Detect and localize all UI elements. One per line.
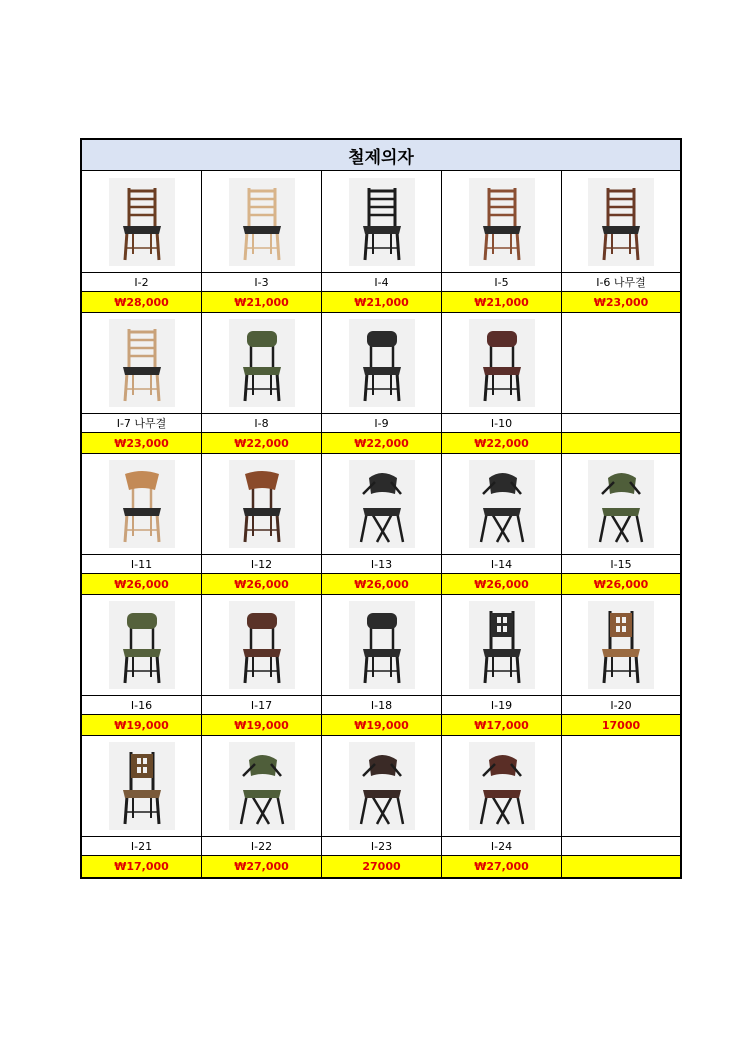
- chair-photo: [229, 742, 295, 830]
- code-row: [82, 837, 680, 856]
- product-code: I-20: [562, 696, 680, 715]
- product-image-cell: [562, 313, 680, 414]
- product-code: I-10: [442, 414, 562, 433]
- price-table: [80, 138, 682, 879]
- product-price: ₩22,000: [322, 433, 442, 454]
- product-image-cell: [562, 595, 680, 696]
- product-image-cell: [202, 313, 322, 414]
- code-row: [82, 273, 680, 292]
- image-row: [82, 313, 680, 414]
- product-image-cell: [562, 454, 680, 555]
- product-code: I-15: [562, 555, 680, 574]
- product-code: I-21: [82, 837, 202, 856]
- product-price: ₩26,000: [202, 574, 322, 595]
- price-row: [82, 856, 680, 877]
- product-image-cell: [322, 595, 442, 696]
- product-price: 17000: [562, 715, 680, 736]
- product-price: ₩19,000: [322, 715, 442, 736]
- product-code: [562, 414, 680, 433]
- product-code: I-2: [82, 273, 202, 292]
- code-row: [82, 696, 680, 715]
- product-image-cell: [82, 313, 202, 414]
- product-price: ₩22,000: [202, 433, 322, 454]
- product-code: I-16: [82, 696, 202, 715]
- product-code: I-22: [202, 837, 322, 856]
- chair-photo: [469, 742, 535, 830]
- chair-photo: [229, 319, 295, 407]
- product-price: ₩19,000: [202, 715, 322, 736]
- product-price: ₩21,000: [202, 292, 322, 313]
- chair-photo: [349, 178, 415, 266]
- code-row: [82, 414, 680, 433]
- product-price: ₩23,000: [82, 433, 202, 454]
- product-code: I-7 나무결: [82, 414, 202, 433]
- product-image-cell: [442, 595, 562, 696]
- product-image-cell: [202, 595, 322, 696]
- price-row: [82, 433, 680, 454]
- product-image-cell: [202, 171, 322, 273]
- chair-photo: [349, 742, 415, 830]
- product-price: ₩21,000: [442, 292, 562, 313]
- product-price: ₩27,000: [202, 856, 322, 877]
- product-image-cell: [562, 736, 680, 837]
- chair-photo: [588, 601, 654, 689]
- product-code: I-12: [202, 555, 322, 574]
- product-code: I-19: [442, 696, 562, 715]
- product-price: ₩26,000: [82, 574, 202, 595]
- chair-photo: [229, 601, 295, 689]
- product-image-cell: [82, 454, 202, 555]
- chair-photo: [109, 460, 175, 548]
- product-image-cell: [442, 454, 562, 555]
- product-code: I-23: [322, 837, 442, 856]
- product-code: [562, 837, 680, 856]
- chair-photo: [229, 460, 295, 548]
- product-price: ₩26,000: [442, 574, 562, 595]
- product-image-cell: [202, 454, 322, 555]
- chair-photo: [229, 178, 295, 266]
- image-row: [82, 736, 680, 837]
- product-price: 27000: [322, 856, 442, 877]
- product-image-cell: [322, 454, 442, 555]
- product-code: I-24: [442, 837, 562, 856]
- product-code: I-18: [322, 696, 442, 715]
- chair-photo: [469, 319, 535, 407]
- product-image-cell: [82, 595, 202, 696]
- product-image-cell: [322, 313, 442, 414]
- image-row: [82, 454, 680, 555]
- product-price: ₩19,000: [82, 715, 202, 736]
- chair-photo: [109, 319, 175, 407]
- product-code: I-17: [202, 696, 322, 715]
- price-row: [82, 292, 680, 313]
- product-code: I-8: [202, 414, 322, 433]
- chair-photo: [349, 319, 415, 407]
- chair-photo: [109, 601, 175, 689]
- chair-photo: [469, 460, 535, 548]
- product-image-cell: [82, 171, 202, 273]
- product-code: I-5: [442, 273, 562, 292]
- table-title: 철제의자: [82, 140, 680, 171]
- product-code: I-11: [82, 555, 202, 574]
- product-image-cell: [442, 313, 562, 414]
- price-row: [82, 574, 680, 595]
- product-code: I-9: [322, 414, 442, 433]
- product-image-cell: [82, 736, 202, 837]
- product-price: ₩17,000: [442, 715, 562, 736]
- image-row: [82, 595, 680, 696]
- chair-photo: [349, 601, 415, 689]
- chair-photo: [349, 460, 415, 548]
- product-price: ₩26,000: [562, 574, 680, 595]
- product-code: I-3: [202, 273, 322, 292]
- product-code: I-13: [322, 555, 442, 574]
- product-price: ₩23,000: [562, 292, 680, 313]
- product-image-cell: [442, 736, 562, 837]
- product-image-cell: [562, 171, 680, 273]
- product-price: ₩27,000: [442, 856, 562, 877]
- product-price: ₩26,000: [322, 574, 442, 595]
- product-price: ₩28,000: [82, 292, 202, 313]
- product-image-cell: [202, 736, 322, 837]
- product-price: ₩17,000: [82, 856, 202, 877]
- chair-photo: [469, 601, 535, 689]
- table-body: [82, 171, 680, 877]
- chair-photo: [469, 178, 535, 266]
- image-row: [82, 171, 680, 273]
- chair-photo: [109, 178, 175, 266]
- product-code: I-14: [442, 555, 562, 574]
- product-price: [562, 433, 680, 454]
- code-row: [82, 555, 680, 574]
- price-row: [82, 715, 680, 736]
- product-price: ₩21,000: [322, 292, 442, 313]
- chair-photo: [588, 178, 654, 266]
- product-image-cell: [442, 171, 562, 273]
- product-code: I-6 나무결: [562, 273, 680, 292]
- product-price: [562, 856, 680, 877]
- product-code: I-4: [322, 273, 442, 292]
- chair-photo: [109, 742, 175, 830]
- product-image-cell: [322, 736, 442, 837]
- product-image-cell: [322, 171, 442, 273]
- product-price: ₩22,000: [442, 433, 562, 454]
- chair-photo: [588, 460, 654, 548]
